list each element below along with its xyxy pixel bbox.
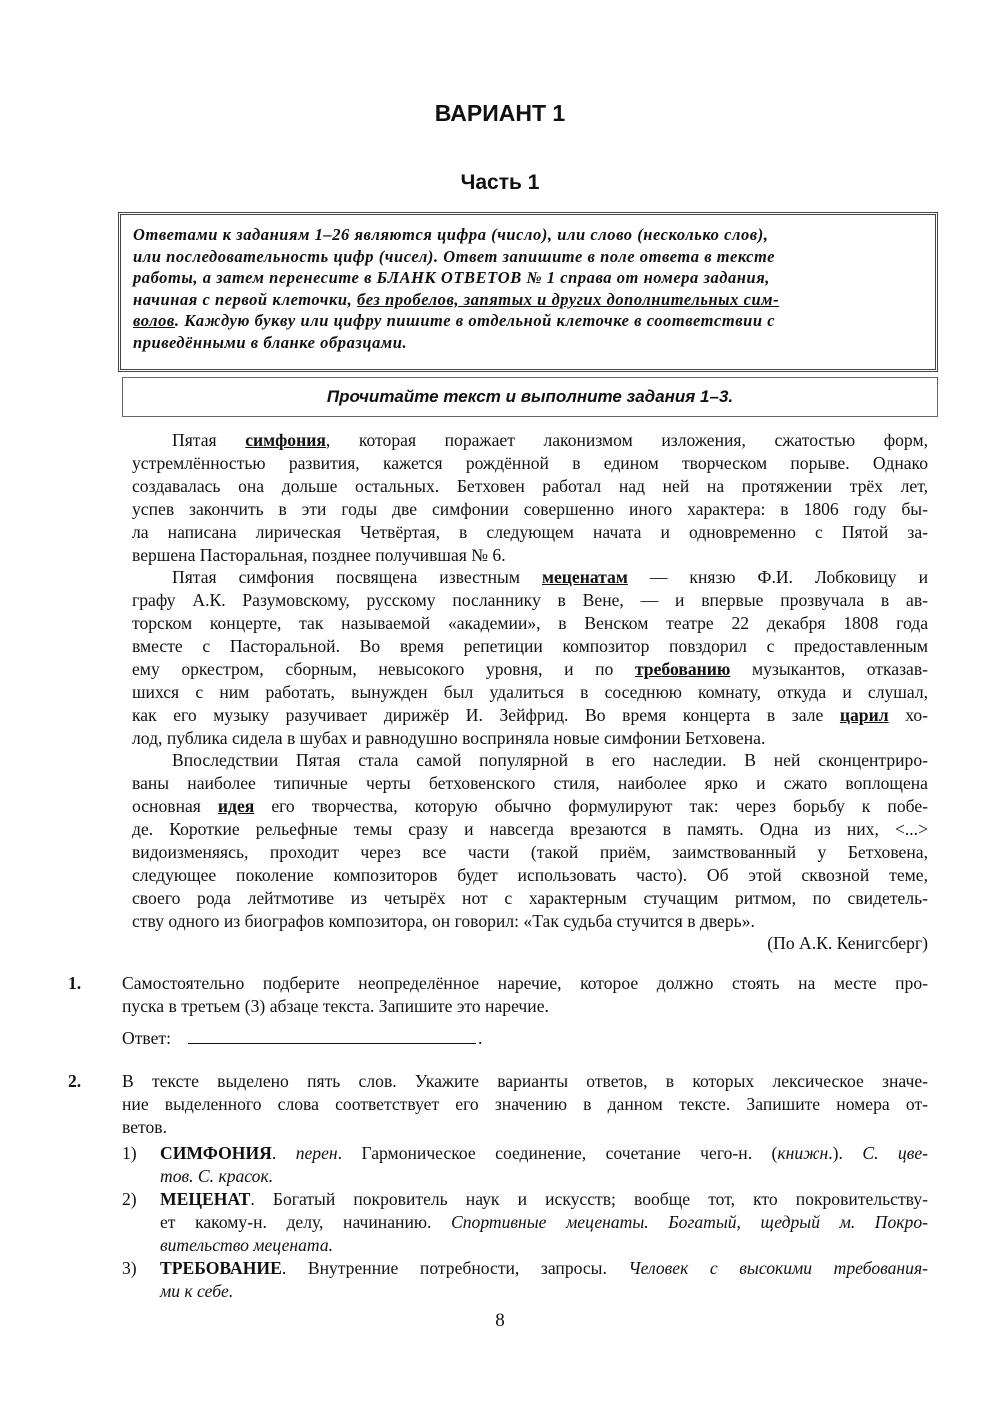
- option-italic: перен: [295, 1143, 338, 1163]
- option-line: [160, 1189, 928, 1210]
- option-line: [160, 1235, 333, 1256]
- instructions-line: работы, а затем перенесите в БЛАНК ОТВЕТОВ № 1 справа от номера задания,: [133, 268, 770, 288]
- task-number: 2.: [68, 1071, 82, 1091]
- highlighted-word-patrons: меценатам: [541, 567, 628, 587]
- instructions-line: Ответами к заданиям 1–26 являются цифра (число), или слово (несколько слов),: [133, 225, 769, 244]
- option-text: .: [271, 1143, 296, 1163]
- text-span: основная: [132, 796, 218, 816]
- option-line: [160, 1281, 233, 1302]
- text-line: ству одного из биографов композитора, он говорил: «Так судьба стучится в дверь».: [132, 911, 755, 931]
- text-span: хо-: [888, 705, 928, 725]
- answer-label: Ответ:: [122, 1028, 171, 1048]
- option-term: МЕЦЕНАТ: [160, 1189, 251, 1209]
- option-italic: Спортивные меценаты. Богатый, щедрый м. Покро-: [451, 1212, 928, 1232]
- text-span: Пятая симфония посвящена известным: [172, 567, 542, 587]
- text-span: Пятая: [172, 430, 246, 450]
- text-line: [132, 659, 928, 680]
- instructions-text: . Каждую букву или цифру пишите в отдельной клеточке в соответствии с: [174, 311, 776, 331]
- text-span: как его музыку разучивает дирижёр И. Зейфрид. Во время концерта в зале: [132, 705, 840, 725]
- text-line: своего рода лейтмотиве из четырёх нот с характерным стучащим ритмом, по свидетель-: [132, 888, 928, 908]
- text-line: [172, 567, 928, 588]
- text-line: лод, публика сидела в шубах и равнодушно восприняла новые симфонии Бетховена.: [132, 728, 766, 748]
- text-span: , которая поражает лаконизмом изложения, сжатостью форм,: [325, 430, 928, 450]
- option-italic: Человек с высокими требования-: [628, 1258, 928, 1278]
- text-line: создавалась она дольше остальных. Бетховен работал над ней на протяжении трёх лет,: [132, 476, 928, 496]
- text-line: успев закончить в эти годы две симфонии совершенно иного характера: в 1806 году бы-: [132, 499, 928, 519]
- text-span: — князю Ф.И. Лобковицу и: [627, 567, 928, 587]
- text-line: де. Короткие рельефные темы сразу и навсегда врезаются в память. Одна из них, <...>: [132, 819, 928, 839]
- read-banner: Прочитайте текст и выполните задания 1–3.: [122, 377, 938, 417]
- option-italic: книжн: [777, 1143, 829, 1163]
- option-term: ТРЕБОВАНИЕ: [160, 1258, 282, 1278]
- option-italic: ми к себе.: [160, 1281, 234, 1301]
- text-line: графу А.К. Разумовскому, русскому посланнику в Вене, — и впервые прозвучала в ав-: [132, 590, 928, 610]
- instructions-underlined: без пробелов, запятых и других дополнительных сим-: [356, 289, 780, 309]
- task-number: 1.: [68, 973, 82, 993]
- option-italic: тов. С. красок.: [160, 1166, 274, 1186]
- option-italic: вительство мецената.: [160, 1235, 334, 1255]
- text-line: устремлённостью развития, кажется рождённой в едином творческом порыве. Однако: [132, 453, 928, 473]
- text-source: (По А.К. Кенигсберг): [767, 933, 928, 953]
- text-span: ему оркестром, сборным, невысокого уровня, и по: [132, 659, 635, 679]
- instructions-text: начиная с первой клеточки,: [133, 289, 357, 309]
- option-line: [160, 1212, 928, 1233]
- part-title: Часть 1: [460, 171, 540, 194]
- option-text: ет какому-н. делу, начинанию.: [160, 1212, 451, 1232]
- task-text-line: пуска в третьем (3) абзаце текста. Запишите это наречие.: [122, 996, 549, 1016]
- task-text-line: В тексте выделено пять слов. Укажите варианты ответов, в которых лексическое значе-: [122, 1071, 928, 1091]
- text-line: Впоследствии Пятая стала самой популярной в его наследии. В ней сконцентриро-: [172, 750, 928, 770]
- option-text: . Внутренние потребности, запросы.: [281, 1258, 629, 1278]
- task-text-line: Самостоятельно подберите неопределённое наречие, которое должно стоять на месте про-: [122, 973, 928, 993]
- task-text-line: ние выделенного слова соответствует его значению в данном тексте. Запишите номера от-: [122, 1094, 928, 1114]
- text-line: вершена Пасторальная, позднее получившая № 6.: [132, 545, 506, 565]
- variant-title: ВАРИАНТ 1: [434, 100, 566, 126]
- text-line: [172, 430, 928, 451]
- option-line: [160, 1166, 273, 1187]
- highlighted-word-symphony: симфония: [245, 430, 326, 450]
- instructions-box: [118, 212, 938, 372]
- instructions-underlined: волов: [133, 311, 175, 331]
- text-span: его творчества, которую обычно формулируют так: через борьбу к побе-: [254, 796, 928, 816]
- text-span: музыкантов, отказав-: [730, 659, 928, 679]
- instructions-line: приведёнными в бланке образцами.: [133, 332, 408, 352]
- text-line: следующее поколение композиторов будет использовать часто). Об этой сквозной теме,: [132, 865, 928, 885]
- option-italic: С. цве-: [862, 1143, 929, 1163]
- instructions-line: [133, 310, 923, 332]
- text-line: [132, 705, 928, 726]
- option-term: СИМФОНИЯ: [160, 1143, 272, 1163]
- highlighted-word-reigned: царил: [839, 705, 889, 725]
- answer-input-line[interactable]: [188, 1042, 476, 1044]
- instructions-line: или последовательность цифр (чисел). Ответ запишите в поле ответа в тексте: [133, 246, 776, 266]
- answer-end: .: [478, 1028, 483, 1048]
- text-line: ваны наиболее типичные черты бетховенского стиля, наиболее ярко и сжато воплощена: [132, 773, 928, 793]
- highlighted-word-idea: идея: [217, 796, 255, 816]
- text-line: [132, 796, 928, 817]
- text-line: видоизменяясь, проходит через все части (такой приём, заимствованный у Бетховена,: [132, 842, 928, 862]
- option-line: [160, 1258, 928, 1279]
- text-line: шихся с ним работать, вынужден был удалиться в соседнюю комнату, откуда и слушал,: [132, 682, 928, 702]
- task-text-line: ветов.: [122, 1117, 167, 1137]
- option-number: 3): [122, 1258, 137, 1278]
- highlighted-word-demand: требованию: [634, 659, 731, 679]
- page-number: 8: [495, 1310, 505, 1331]
- text-line: вместе с Пасторальной. Во время репетиции композитор повздорил с предоставленным: [132, 636, 928, 656]
- text-line: ла написана лирическая Четвёртая, в следующем начата и одновременно с Пятой за-: [132, 522, 928, 542]
- option-text: . Гармоническое соединение, сочетание чего-н. (: [337, 1143, 778, 1163]
- option-text: .).: [828, 1143, 863, 1163]
- text-line: торском концерте, так называемой «академии», в Венском театре 22 декабря 1808 года: [132, 613, 928, 633]
- instructions-line: [133, 289, 923, 311]
- option-number: 1): [122, 1143, 137, 1163]
- option-number: 2): [122, 1189, 137, 1209]
- option-line: [160, 1143, 928, 1164]
- option-text: . Богатый покровитель наук и искусств; вообще тот, кто покровительству-: [250, 1189, 928, 1209]
